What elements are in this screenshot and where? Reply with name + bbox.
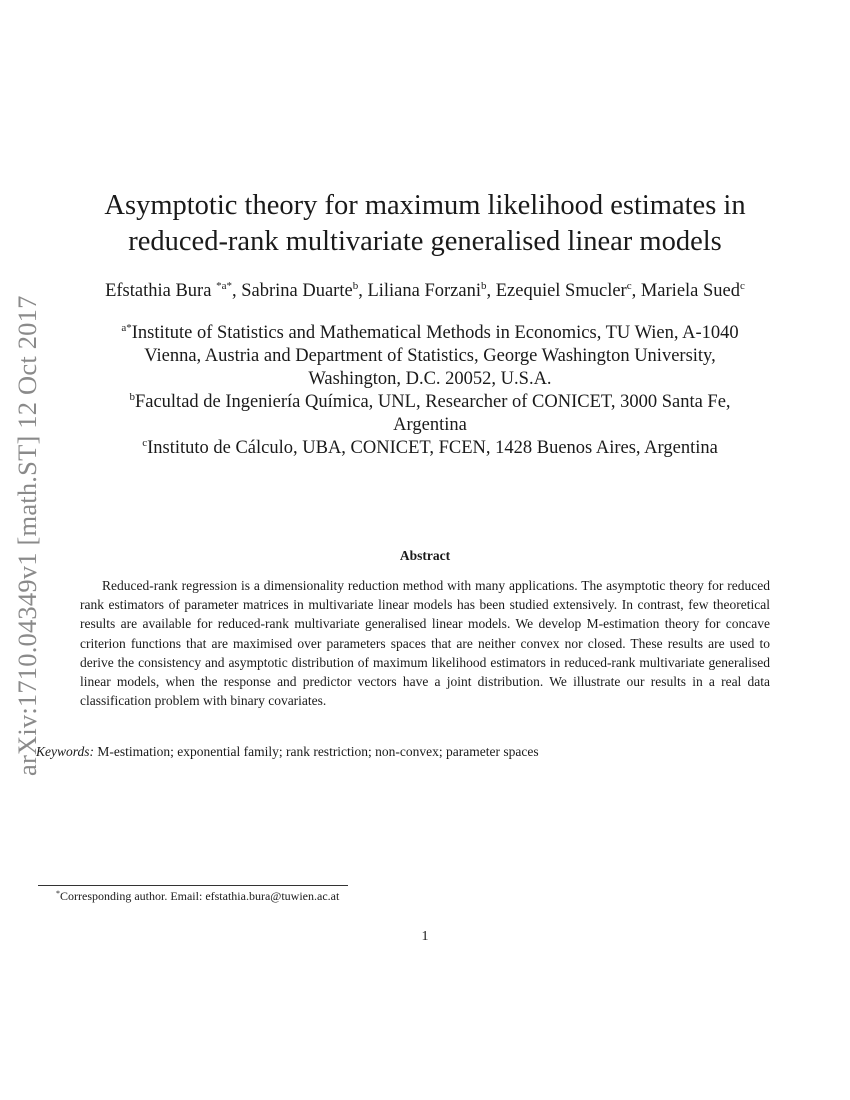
affiliation-c-line: $^c$Instituto de Cálculo, UBA, CONICET, FCEN, 1428 Buenos Aires, Argentina — [142, 437, 718, 458]
page-number: 1 — [421, 929, 429, 944]
title-line-1: Asymptotic theory for maximum likelihood estimates in — [104, 190, 746, 221]
footnote: *Corresponding author. Email: efstathia.bura@tuwien.ac.at — [56, 889, 340, 903]
affiliation-a-line: $^{a*}$Institute of Statistics and Mathematical Methods in Economics, TU Wien, A-1040 — [121, 322, 739, 343]
keywords-text: M-estimation; exponential family; rank restriction; non-convex; parameter spaces — [94, 744, 539, 759]
affiliation-a-line: Vienna, Austria and Department of Statistics, George Washington University, — [144, 346, 716, 366]
abstract-text: Reduced-rank regression is a dimensionality reduction method with many applications. The asymptotic theory for reduced rank estimators of parameter matrices in multivariate linear models has been studied extensively. In contrast, few theoretical results are available for reduced-rank multivariate generalised linear models. We develop M-estimation theory for concave criterion functions that are maximised over parameters spaces that are neither convex nor closed. These results are used to derive the consistency and asymptotic distribution of maximum likelihood estimators in reduced-rank multivariate generalised linear models, when the response and predictor vectors have a joint distribution. We illustrate our results in a real data classification problem with binary covariates. — [80, 578, 770, 709]
footnote-divider — [38, 885, 348, 886]
author: Efstathia Bura $^{*a*}$ — [105, 280, 232, 301]
keywords-label: Keywords: — [36, 744, 94, 759]
author: Sabrina Duarte$^b$ — [241, 280, 359, 301]
affiliation-b-line: Argentina — [393, 415, 467, 435]
abstract-heading: Abstract — [399, 548, 451, 563]
footnote-text: Corresponding author. Email: efstathia.bura@tuwien.ac.at — [60, 889, 340, 903]
arxiv-stamp: arXiv:1710.04349v1 [math.ST] 12 Oct 2017 — [12, 295, 42, 776]
affiliation-a-line: Washington, D.C. 20052, U.S.A. — [308, 369, 552, 389]
author: Mariela Sued$^c$ — [640, 280, 745, 301]
author: Ezequiel Smucler$^c$ — [495, 280, 632, 301]
title-line-2: reduced-rank multivariate generalised linear models — [128, 226, 722, 257]
keywords — [36, 744, 539, 760]
paper-title — [0, 188, 850, 260]
author-list: Efstathia Bura $^{*a*}$, Sabrina Duarte$^b$, Liliana Forzani$^b$, Ezequiel Smucler$^c$, Mariela Sued$^c$ — [105, 280, 745, 301]
author: Liliana Forzani$^b$ — [367, 280, 487, 301]
affiliations — [60, 322, 800, 460]
affiliation-b-line: $^b$Facultad de Ingeniería Química, UNL, Researcher of CONICET, 3000 Santa Fe, — [129, 391, 731, 412]
